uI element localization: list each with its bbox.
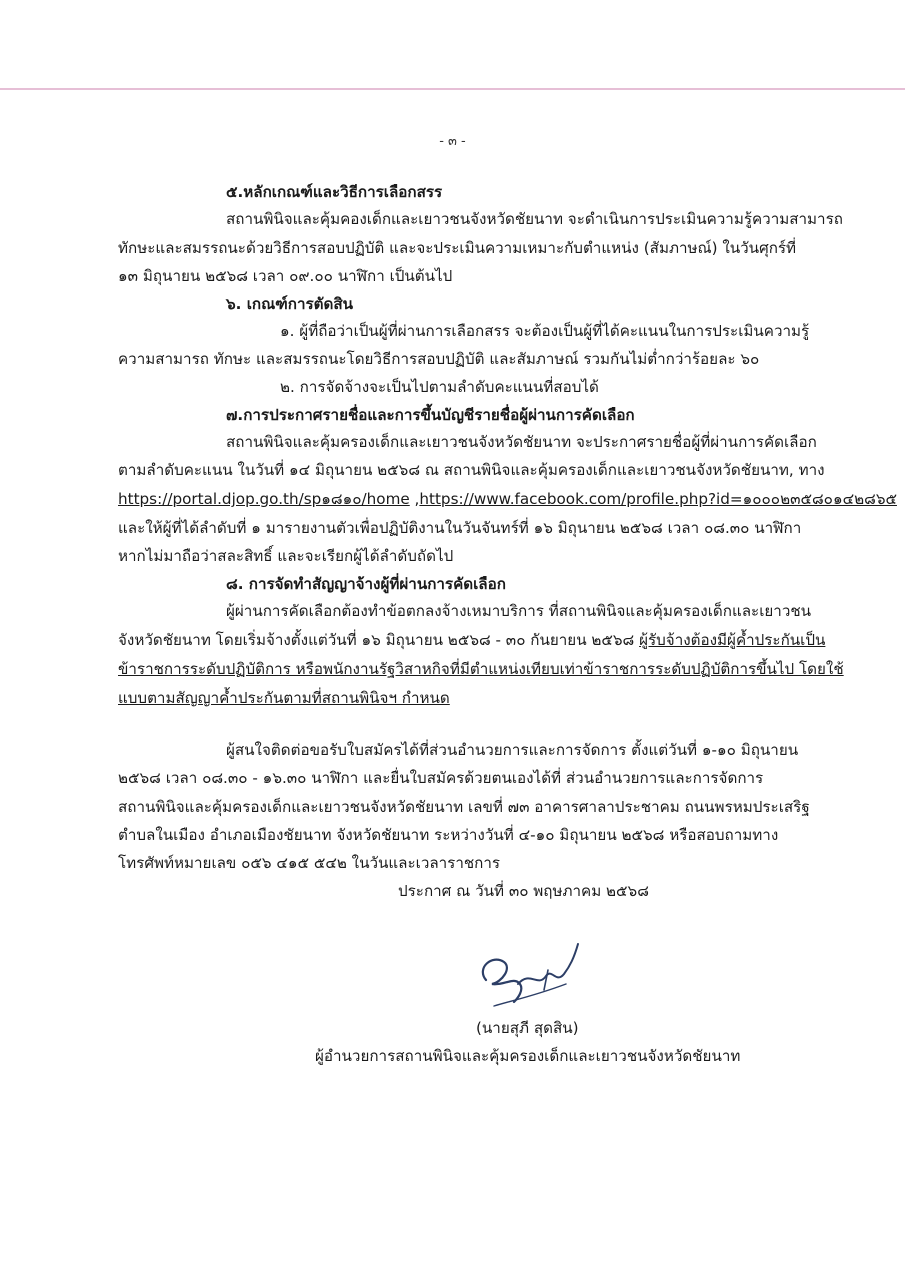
section-8-line-4: แบบตามสัญญาค้ำประกันตามที่สถานพินิจฯ กำหนด [118,689,450,707]
section-7-line-1: สถานพินิจและคุ้มครองเด็กและเยาวชนจังหวัดชัยนาท จะประกาศรายชื่อผู้ที่ผ่านการคัดเลือก [226,433,817,451]
announcement-date: ประกาศ ณ วันที่ ๓๐ พฤษภาคม ๒๕๖๘ [398,882,649,900]
section-7-line-5: หากไม่มาถือว่าสละสิทธิ์ และจะเรียกผู้ได้ลำดับถัดไป [118,547,454,565]
section-5-line-2: ทักษะและสมรรถนะด้วยวิธีการสอบปฏิบัติ และจะประเมินความเหมาะกับตำแหน่ง (สัมภาษณ์) ในวันศุกร์ที่ [118,239,797,257]
section-5-heading: ๕.หลักเกณฑ์และวิธีการเลือกสรร [226,183,443,201]
section-8-line-3: ข้าราชการระดับปฏิบัติการ หรือพนักงานรัฐวิสาหกิจที่มีตำแหน่งเทียบเท่าข้าราชการระดับปฏิบัติการขึ้นไป โดยใช้ [118,660,844,678]
section-8-line-2-plain: จังหวัดชัยนาท โดยเริ่มจ้างตั้งแต่วันที่ ๑๖ มิถุนายน ๒๕๖๘ - ๓๐ กันยายน ๒๕๖๘ [118,631,640,649]
section-8-line-2 [118,630,825,650]
section-7-line-2: ตามลำดับคะแนน ในวันที่ ๑๔ มิถุนายน ๒๕๖๘ ณ สถานพินิจและคุ้มครองเด็กและเยาวชนจังหวัดชัยนาท, ทาง [118,461,825,479]
contact-line-5: โทรศัพท์หมายเลข ๐๕๖ ๔๑๕ ๕๔๒ ในวันและเวลาราชการ [118,854,501,872]
section-7-links-line [118,489,897,509]
section-5-line-1: สถานพินิจและคุ้มคองเด็กและเยาวชนจังหวัดชัยนาท จะดำเนินการประเมินความรู้ความสามารถ [226,210,843,228]
contact-line-4: ตำบลในเมือง อำเภอเมืองชัยนาท จังหวัดชัยนาท ระหว่างวันที่ ๔-๑๐ มิถุนายน ๒๕๖๘ หรือสอบถามทาง [118,826,779,844]
section-8-line-2-underlined: ผู้รับจ้างต้องมีผู้ค้ำประกันเป็น [639,631,826,649]
section-7-line-4: และให้ผู้ที่ได้ลำดับที่ ๑ มารายงานตัวเพื่อปฏิบัติงานในวันจันทร์ที่ ๑๖ มิถุนายน ๒๕๖๘ เวลา ๐๘.๓๐ นาฬิกา [118,519,802,537]
contact-line-1: ผู้สนใจติดต่อขอรับใบสมัครได้ที่ส่วนอำนวยการและการจัดการ ตั้งแต่วันที่ ๑-๑๐ มิถุนายน [226,741,799,759]
contact-line-2: ๒๕๖๘ เวลา ๐๘.๓๐ - ๑๖.๓๐ นาฬิกา และยื่นใบสมัครด้วยตนเองได้ที่ ส่วนอำนวยการและการจัดการ [118,769,764,787]
signatory-title: ผู้อำนวยการสถานพินิจและคุ้มครองเด็กและเยาวชนจังหวัดชัยนาท [315,1047,741,1065]
section-6-heading: ๖. เกณฑ์การตัดสิน [226,295,354,313]
portal-link[interactable]: https://portal.djop.go.th/sp๑๘๑๐/home [118,490,410,508]
section-7-heading: ๗.การประกาศรายชื่อและการขึ้นบัญชีรายชื่อผู้ผ่านการคัดเลือก [226,406,635,424]
section-6-item-2: ๒. การจัดจ้างจะเป็นไปตามลำดับคะแนนที่สอบได้ [280,378,599,396]
page-number: - ๓ - [439,134,466,149]
link-separator: , [409,490,420,508]
section-8-heading: ๘. การจัดทำสัญญาจ้างผู้ที่ผ่านการคัดเลือก [226,575,506,593]
section-8-line-1: ผู้ผ่านการคัดเลือกต้องทำข้อตกลงจ้างเหมาบริการ ที่สถานพินิจและคุ้มครองเด็กและเยาวชน [226,602,812,620]
section-6-item-1-line-2: ความสามารถ ทักษะ และสมรรถนะโดยวิธีการสอบปฏิบัติ และสัมภาษณ์ รวมกันไม่ต่ำกว่าร้อยละ ๖๐ [118,350,760,368]
signature-image [474,940,614,1020]
contact-line-3: สถานพินิจและคุ้มครองเด็กและเยาวชนจังหวัดชัยนาท เลขที่ ๗๓ อาคารศาลาประชาคม ถนนพรหมประเสริฐ [118,798,810,816]
signatory-name: (นายสุภี สุดสิน) [476,1019,579,1037]
section-6-item-1-line-1: ๑. ผู้ที่ถือว่าเป็นผู้ที่ผ่านการเลือกสรร จะต้องเป็นผู้ที่ได้คะแนนในการประเมินความรู้ [280,322,810,340]
header-rule [0,88,905,90]
facebook-link[interactable]: https://www.facebook.com/profile.php?id=๑๐๐๐๒๓๕๘๐๑๔๒๘๖๕ [419,490,897,508]
section-5-line-3: ๑๓ มิถุนายน ๒๕๖๘ เวลา ๐๙.๐๐ นาฬิกา เป็นต้นไป [118,267,453,285]
